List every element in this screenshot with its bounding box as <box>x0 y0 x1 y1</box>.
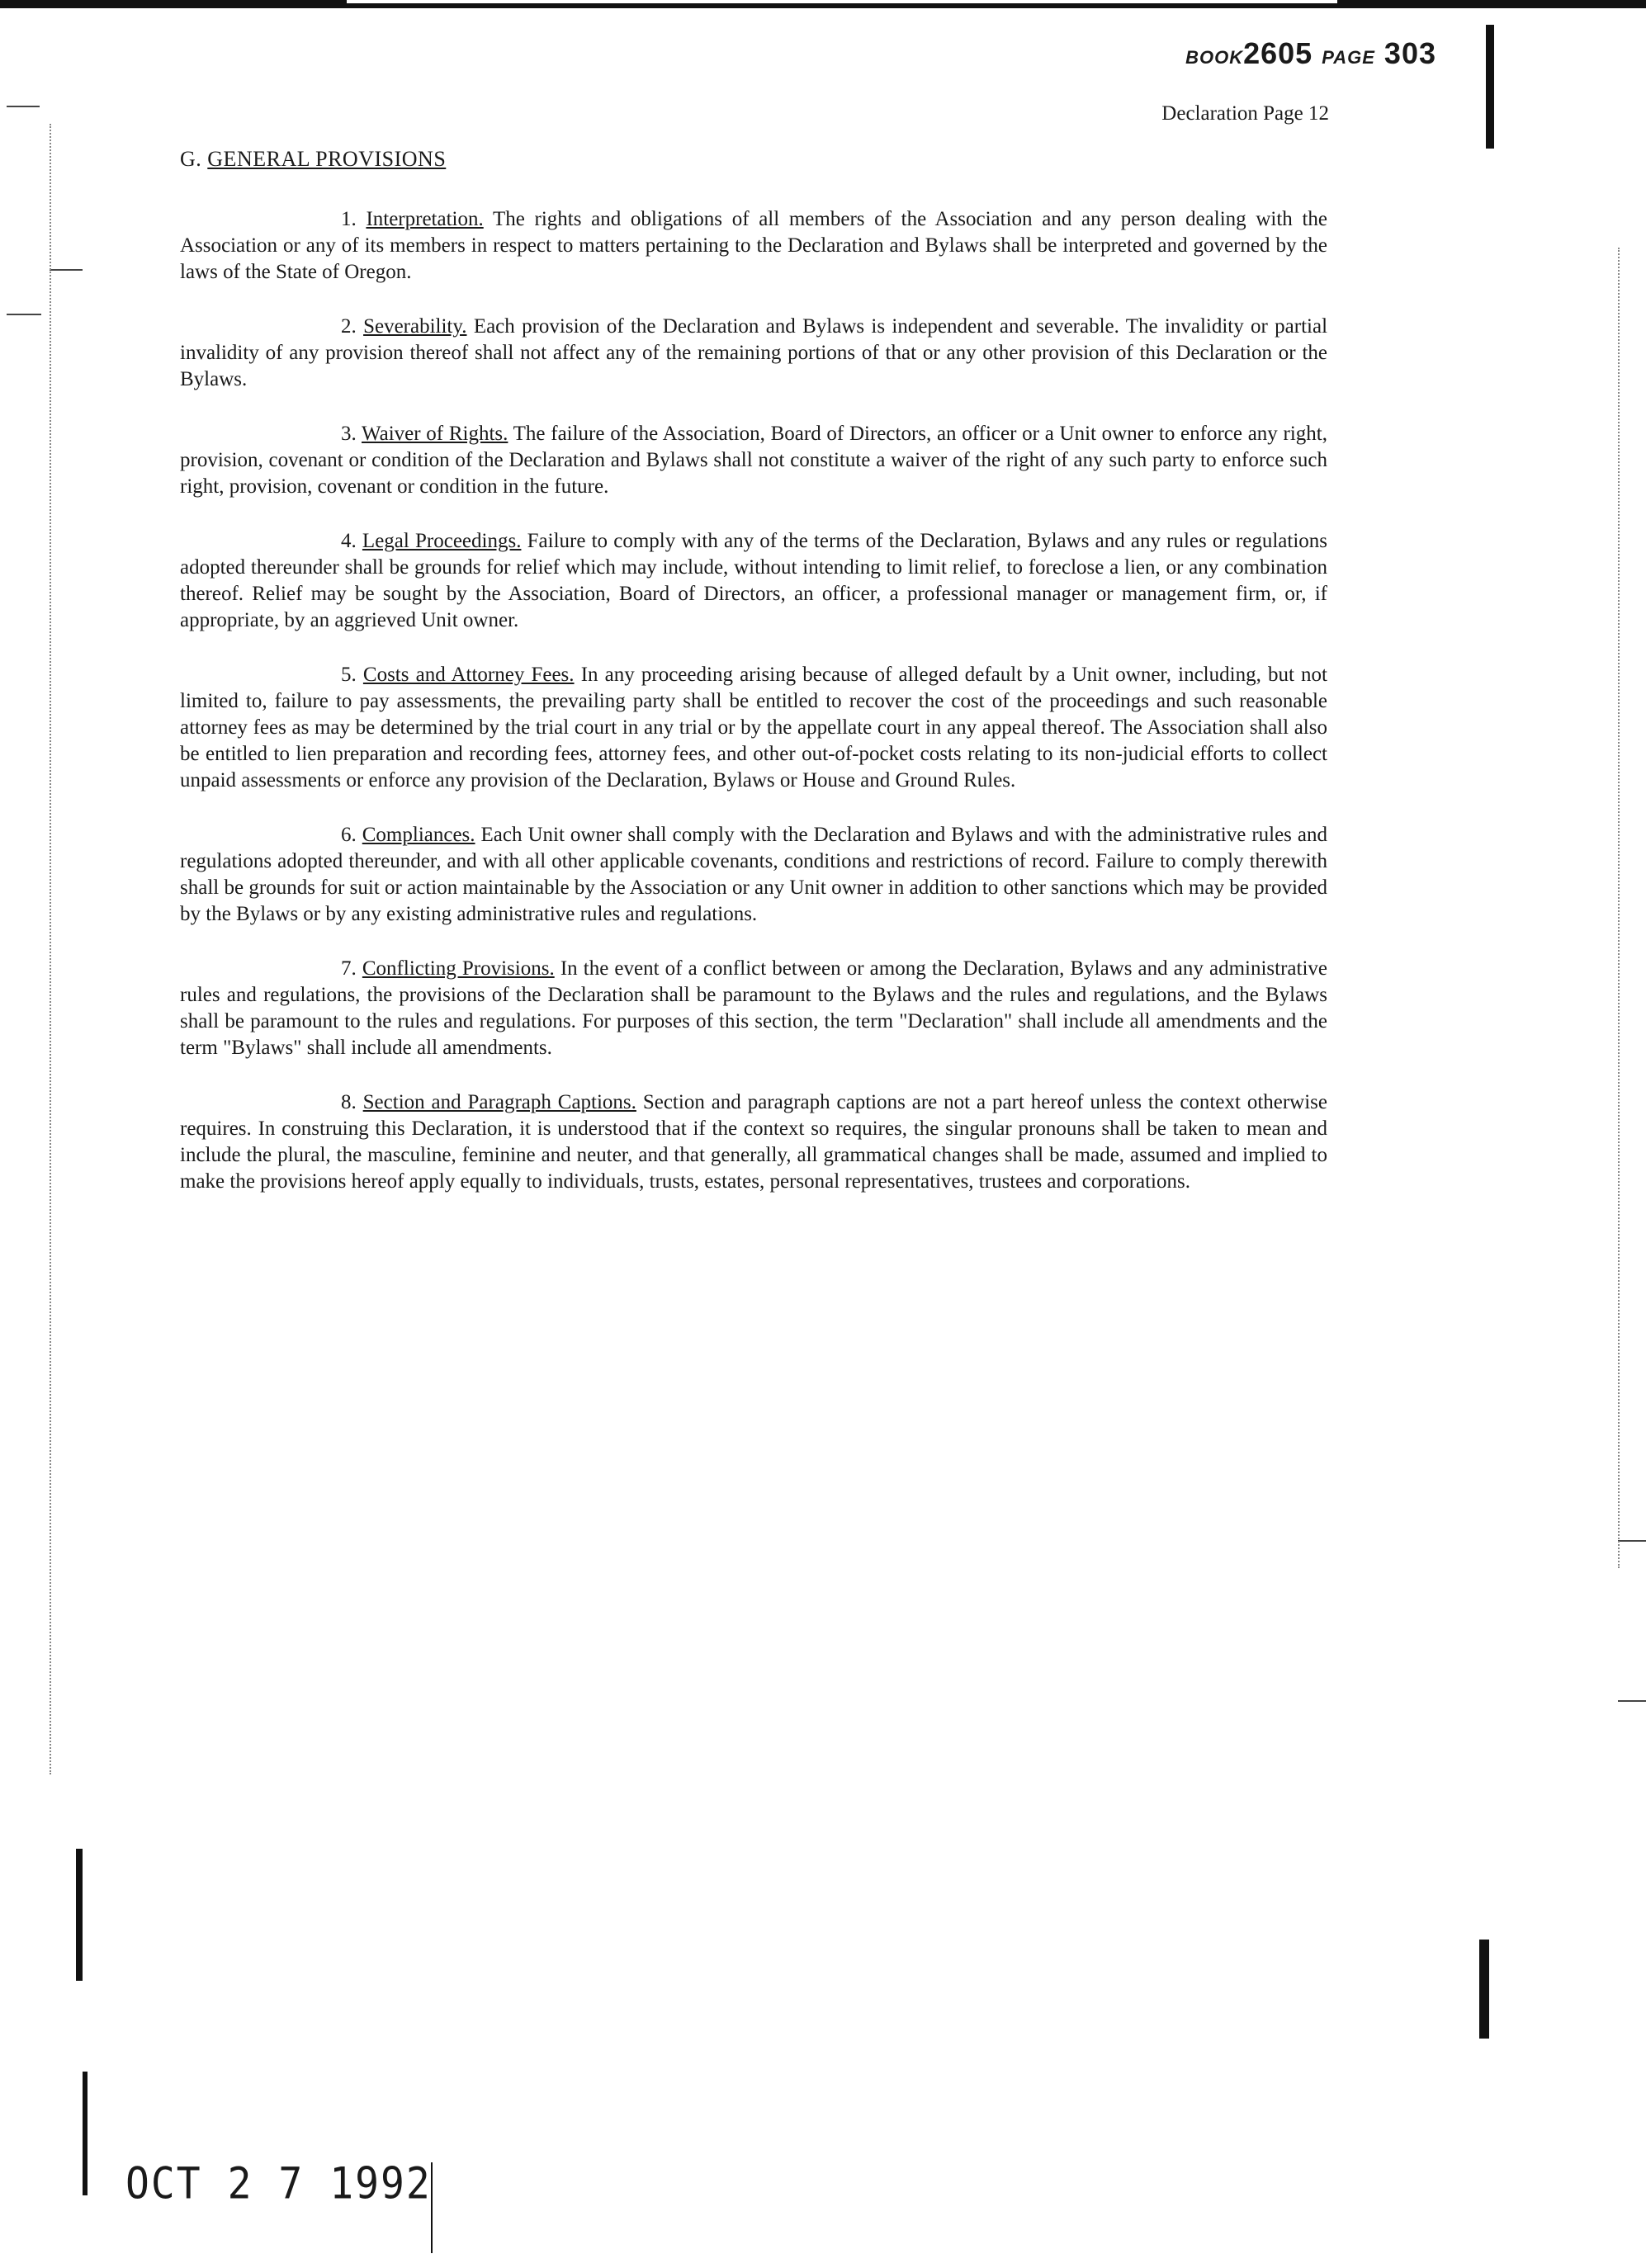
margin-tick <box>1618 1540 1646 1542</box>
declaration-page-label: Declaration Page 12 <box>1161 102 1329 125</box>
page-label: PAGE <box>1322 47 1375 68</box>
book-page-reference <box>1024 36 1436 71</box>
section-heading <box>180 147 446 172</box>
scan-right-mark <box>1486 25 1494 149</box>
paragraph-text: Each provision of the Declaration and Bylaws is independent and severable. The invalidity or partial invalidity of any provision thereof shall not affect any of the remaining portions of that or any other provision of this Declaration or the Bylaws. <box>180 315 1328 390</box>
paragraph-text: The rights and obligations of all members of the Association and any person dealing with the Association or any of its members in respect to matters pertaining to the Declaration and Bylaws shall be interpreted and governed by the laws of the State of Oregon. <box>180 208 1328 283</box>
paragraph-text: In the event of a conflict between or among the Declaration, Bylaws and any administrative rules and regulations, the provisions of the Declaration shall be paramount to the Bylaws and the rules and regulations, and the Bylaws shall be paramount to the rules and regulations. For purposes of this section, the term "Declaration" shall include all amendments and the term "Bylaws" shall include all amendments. <box>180 957 1328 1059</box>
paragraph-interpretation <box>180 206 1327 286</box>
paragraph-number: 6. <box>341 824 357 846</box>
paragraph-caption: Severability. <box>363 315 467 338</box>
scan-dotted-margin-right <box>1618 248 1620 1568</box>
section-letter: G. <box>180 147 202 171</box>
paragraph-severability <box>180 314 1327 393</box>
paragraph-text: The failure of the Association, Board of Directors, an officer or a Unit owner to enforce any right, provision, covenant or condition of the Declaration and Bylaws shall not constitute a waiver of the right of any such party to enforce such right, provision, covenant or condition in the future. <box>180 423 1327 498</box>
paragraph-costs-attorney-fees <box>180 662 1327 794</box>
paragraph-number: 7. <box>341 957 357 980</box>
book-number: 2605 <box>1243 36 1313 70</box>
paragraph-section-captions <box>180 1089 1327 1195</box>
paragraph-text: Each Unit owner shall comply with the Declaration and Bylaws and with the administrative rules and regulations adopted thereunder, and with all other applicable covenants, conditions and restrictions of record. Failure to comply therewith shall be grounds for suit or action maintainable by the Association or any Unit owner in addition to other sanctions which may be provided by the Bylaws or by any existing administrative rules and regulations. <box>180 824 1328 925</box>
paragraph-caption: Conflicting Provisions. <box>362 957 555 980</box>
recording-date-stamp: OCT 2 7 1992 <box>125 2158 432 2209</box>
paragraph-number: 8. <box>341 1091 357 1113</box>
paragraph-conflicting-provisions <box>180 956 1327 1061</box>
margin-tick <box>7 314 41 315</box>
paragraph-text: In any proceeding arising because of alleged default by a Unit owner, including, but not limited to, failure to pay assessments, the prevailing party shall be entitled to recover the cost of the proceedings and such reasonable attorney fees as may be determined by the trial court in any trial or by the appellate court in any appeal thereof. The Association shall also be entitled to lien preparation and recording fees, attorney fees, and other out-of-pocket costs relating to its non-judicial efforts to collect unpaid assessments or enforce any provision of the Declaration, Bylaws or House and Ground Rules. <box>180 664 1327 791</box>
page-number: 303 <box>1383 36 1436 70</box>
paragraph-number: 3. <box>341 423 357 445</box>
paragraph-caption: Waiver of Rights. <box>362 423 508 445</box>
paragraph-number: 2. <box>341 315 357 338</box>
scan-dotted-margin <box>50 124 51 1774</box>
paragraph-text: Failure to comply with any of the terms of the Declaration, Bylaws and any rules or regulations adopted thereunder shall be grounds for relief which may include, without intending to limit relief, to foreclose a lien, or any combination thereof. Relief may be sought by the Association, Board of Directors, an officer, a professional manager or management firm, or, if appropriate, by an aggrieved Unit owner. <box>180 530 1327 631</box>
paragraph-caption: Interpretation. <box>366 208 484 230</box>
scan-left-mark <box>76 1849 83 1981</box>
paragraph-number: 5. <box>341 664 357 686</box>
margin-tick <box>50 269 83 271</box>
scan-top-border-gap <box>347 0 1337 3</box>
section-title: GENERAL PROVISIONS <box>207 147 447 171</box>
paragraph-number: 1. <box>341 208 357 230</box>
book-label: BOOK <box>1185 47 1244 68</box>
paragraph-caption: Legal Proceedings. <box>362 530 522 552</box>
paragraph-caption: Section and Paragraph Captions. <box>362 1091 636 1113</box>
paragraph-caption: Costs and Attorney Fees. <box>362 664 575 686</box>
margin-tick <box>7 106 40 107</box>
paragraph-compliances <box>180 822 1327 928</box>
paragraph-text: Section and paragraph captions are not a part hereof unless the context otherwise requires. In construing this Declaration, it is understood that if the context so requires, the singular pronouns shall be taken to mean and include the plural, the masculine, feminine and neuter, and that generally, all grammatical changes shall be made, assumed and implied to make the provisions hereof apply equally to individuals, trusts, estates, personal representatives, trustees and corporations. <box>180 1091 1328 1193</box>
document-body <box>180 206 1327 1223</box>
margin-tick <box>1618 1700 1646 1702</box>
scan-left-mark-lower <box>83 2072 88 2195</box>
paragraph-waiver-of-rights <box>180 421 1327 500</box>
paragraph-number: 4. <box>341 530 357 552</box>
scan-right-mark-lower <box>1479 1940 1489 2039</box>
paragraph-caption: Compliances. <box>362 824 475 846</box>
paragraph-legal-proceedings <box>180 528 1327 634</box>
